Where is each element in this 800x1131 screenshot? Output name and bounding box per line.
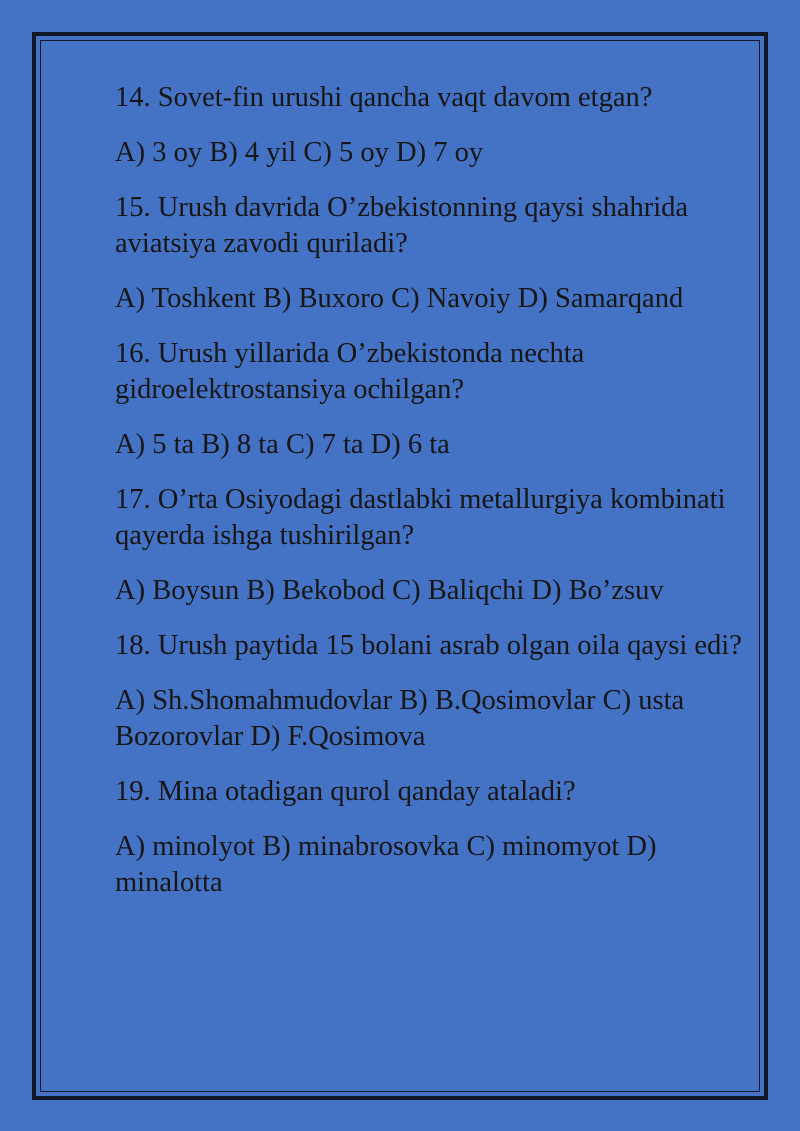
answer-options-19: A) minolyot B) minabrosovka C) minomyot D) minalotta	[115, 831, 657, 898]
answer-options-16: A) 5 ta B) 8 ta C) 7 ta D) 6 ta	[115, 429, 450, 460]
quiz-content	[115, 80, 745, 920]
question-19: 19. Mina otadigan qurol qanday ataladi?	[115, 776, 576, 807]
question-17: 17. O’rta Osiyodagi dastlabki metallurgiya kombinati qayerda ishga tushirilgan?	[115, 484, 726, 551]
answer-options-18: A) Sh.Shomahmudovlar B) B.Qosimovlar C) usta Bozorovlar D) F.Qosimova	[115, 685, 685, 752]
answer-options-17: A) Boysun B) Bekobod C) Baliqchi D) Bo’zsuv	[115, 575, 664, 606]
answer-options-15: A) Toshkent B) Buxoro C) Navoiy D) Samarqand	[115, 283, 684, 314]
answer-options-14: A) 3 oy B) 4 yil C) 5 oy D) 7 oy	[115, 137, 484, 168]
question-18: 18. Urush paytida 15 bolani asrab olgan oila qaysi edi?	[115, 630, 742, 661]
question-16: 16. Urush yillarida O’zbekistonda nechta gidroelektrostansiya ochilgan?	[115, 338, 585, 405]
question-15: 15. Urush davrida O’zbekistonning qaysi shahrida aviatsiya zavodi quriladi?	[115, 192, 689, 259]
question-14: 14. Sovet-fin urushi qancha vaqt davom etgan?	[115, 82, 653, 113]
